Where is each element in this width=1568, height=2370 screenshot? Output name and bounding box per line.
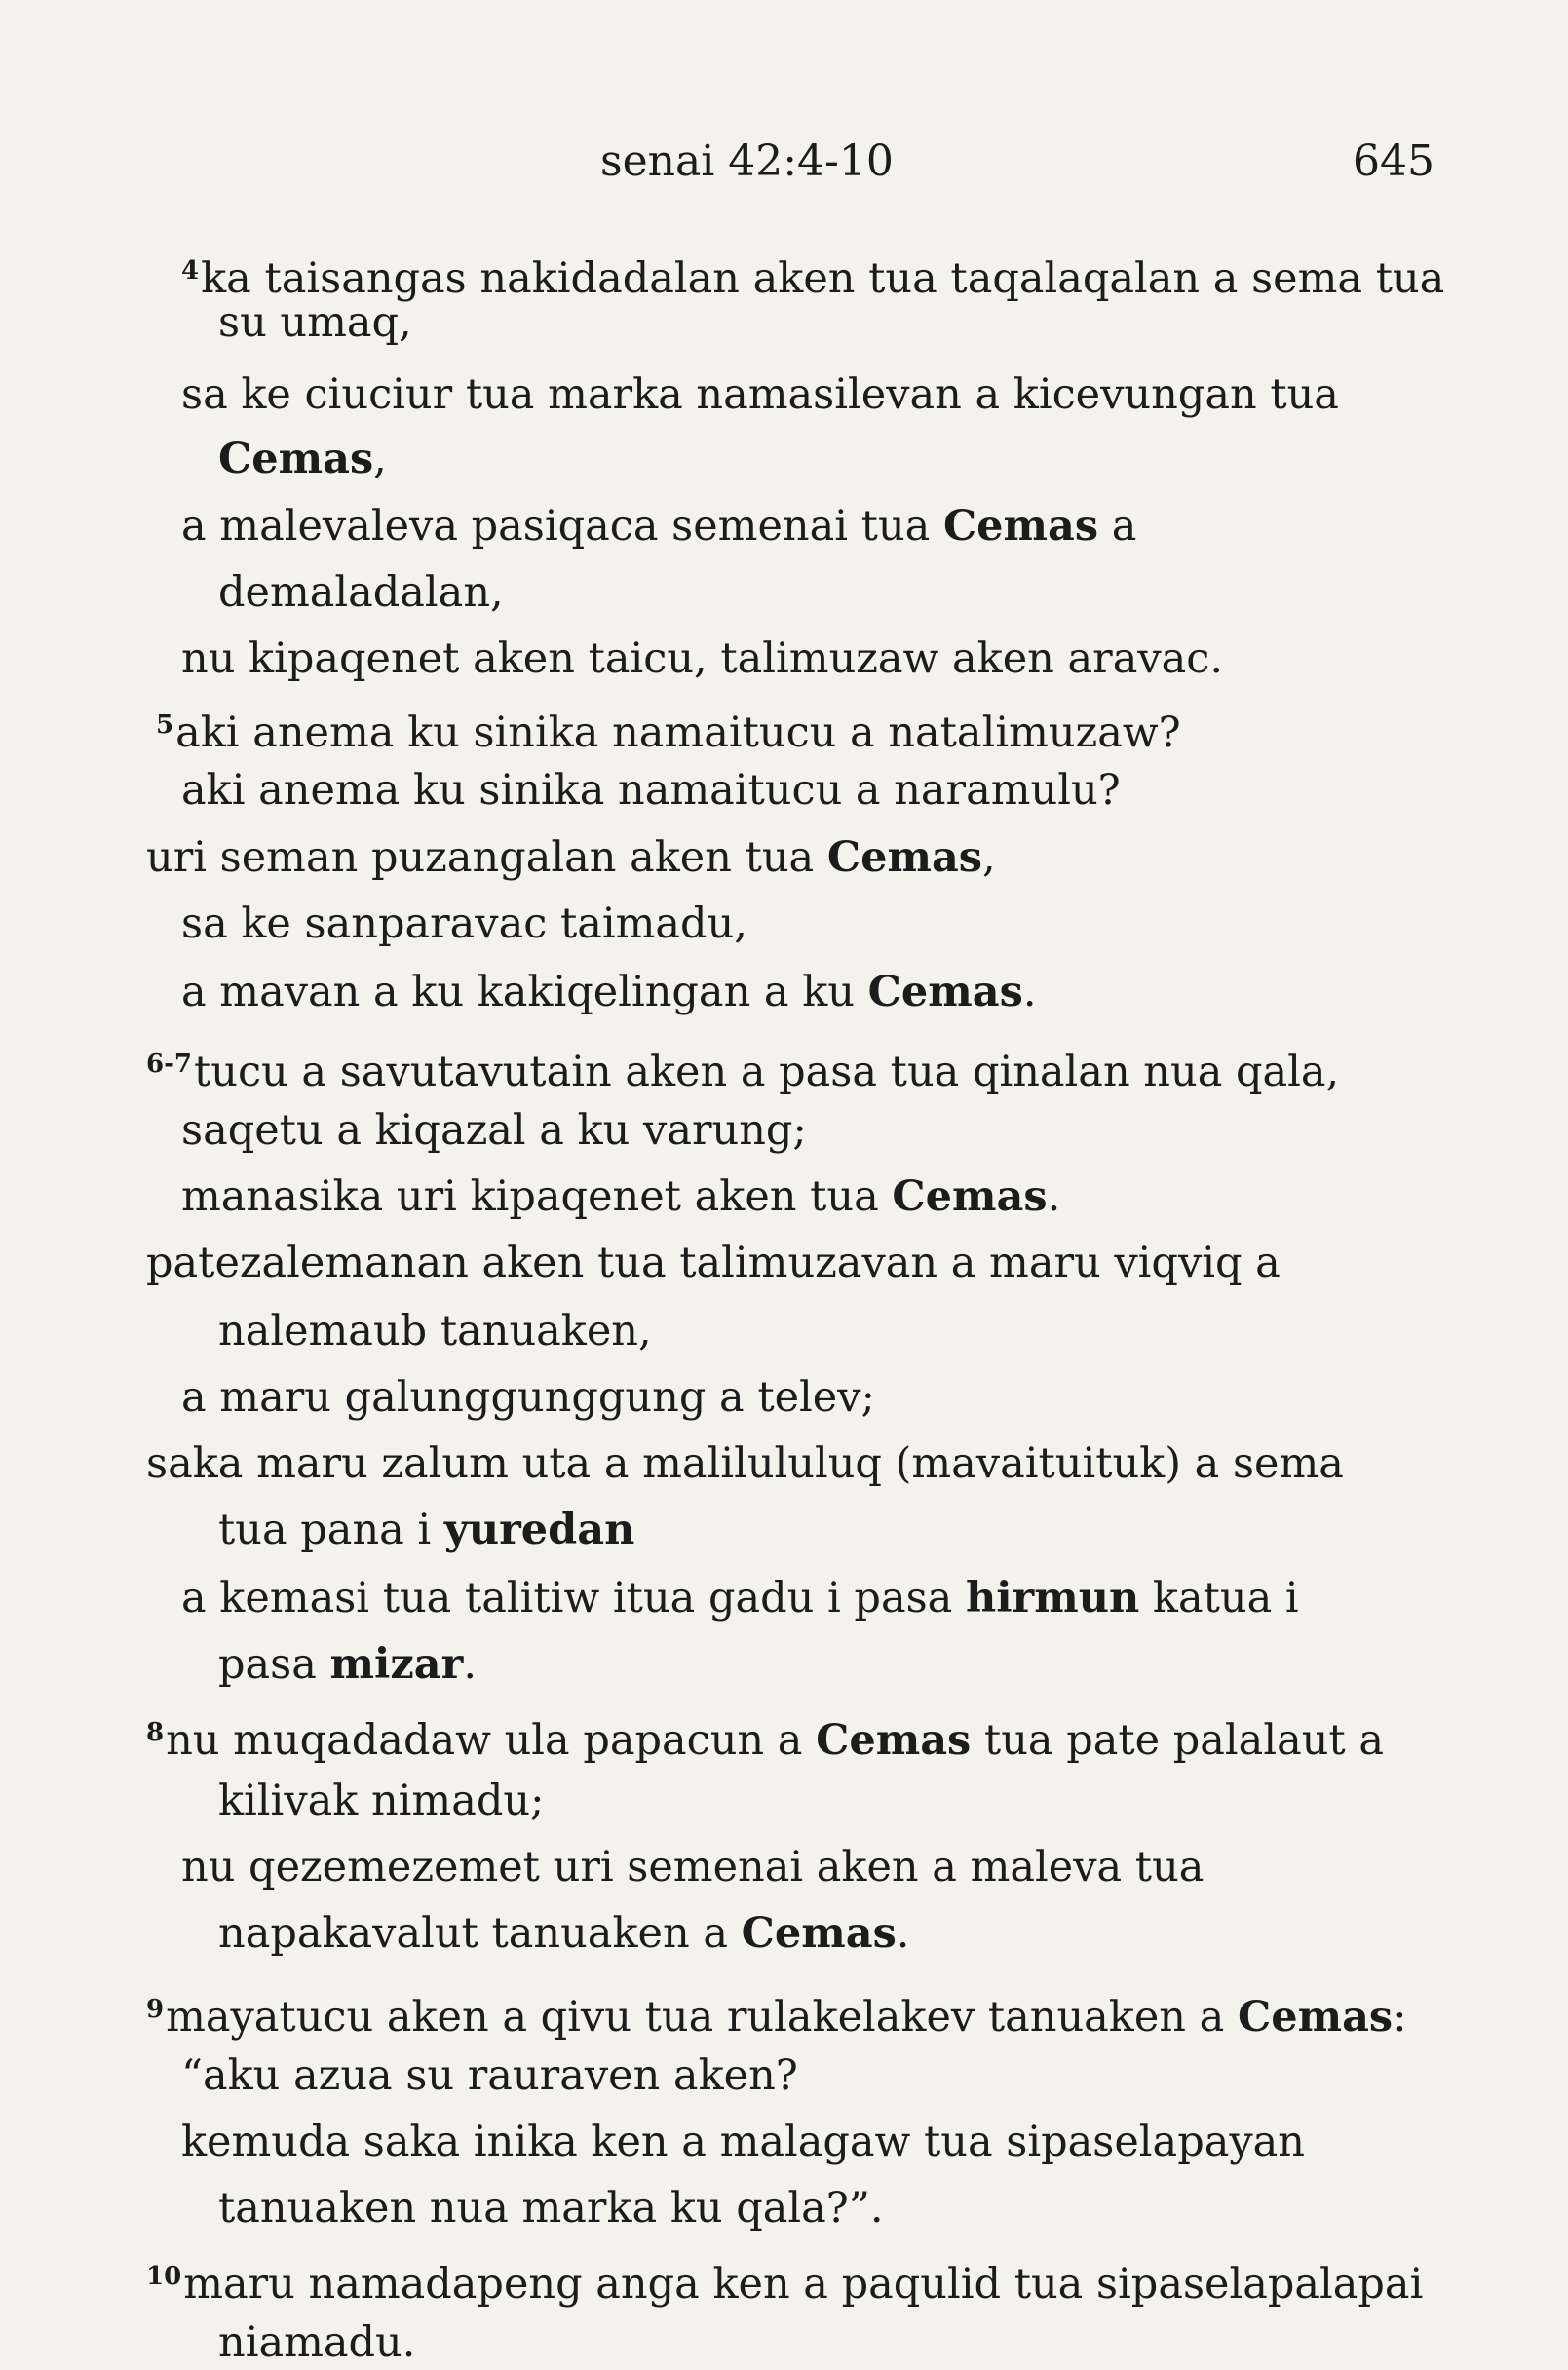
verse-text-segment: katua i — [1139, 1574, 1299, 1623]
text-line — [181, 763, 1121, 818]
verse-text-segment: pasa — [218, 1640, 330, 1689]
verse-text-segment: nalemaub tanuaken, — [218, 1307, 652, 1356]
verse-text-segment: manasika uri kipaqenet aken tua — [181, 1172, 893, 1221]
verse-text-segment: niamadu. — [218, 2318, 416, 2367]
verse-text-segment: nu muqadadaw ula papacun a — [166, 1716, 817, 1765]
verse-text-segment: aki anema ku sinika namaitucu a natalimuzaw? — [175, 708, 1181, 757]
text-line — [218, 1637, 477, 1692]
verse-text-segment: nu kipaqenet aken taicu, talimuzaw aken aravac. — [181, 634, 1224, 683]
verse-text-segment: . — [896, 1909, 910, 1958]
emphasized-term: hirmun — [965, 1574, 1140, 1623]
text-line — [146, 1705, 1384, 1768]
verse-text-segment: saka maru zalum uta a malilululuq (mavaituituk) a sema — [146, 1439, 1344, 1488]
text-line — [146, 2249, 1423, 2312]
text-line — [218, 565, 504, 620]
verse-text-segment: , — [982, 833, 996, 882]
text-line — [181, 2115, 1305, 2169]
emphasized-term: Cemas — [1237, 1993, 1394, 2042]
verse-number: 9 — [146, 1995, 165, 2024]
text-line — [146, 1436, 1344, 1491]
verse-text-segment: a malevaleva pasiqaca semenai tua — [181, 502, 943, 551]
verse-text-segment: a mavan a ku kakiqelingan a ku — [181, 968, 868, 1016]
verse-text-segment: tanuaken nua marka ku qala?”. — [218, 2184, 884, 2233]
text-line — [181, 1840, 1204, 1894]
text-line — [218, 295, 412, 350]
text-line — [181, 2048, 798, 2103]
text-line — [181, 897, 747, 951]
verse-number: 5 — [156, 710, 174, 740]
emphasized-term: Cemas — [218, 435, 374, 483]
text-line — [146, 830, 996, 885]
verse-text-segment: . — [1047, 1172, 1061, 1221]
emphasized-term: mizar — [329, 1640, 464, 1689]
emphasized-term: Cemas — [867, 968, 1023, 1016]
text-line — [181, 1370, 875, 1425]
verse-text-segment: . — [1022, 968, 1037, 1016]
text-line — [181, 367, 1339, 422]
verse-text-segment: a — [1098, 502, 1137, 551]
verse-text-segment: , — [373, 435, 387, 483]
text-line — [181, 1571, 1299, 1625]
verse-text-segment: . — [463, 1640, 477, 1689]
verse-number: 10 — [146, 2262, 182, 2291]
text-line — [181, 499, 1136, 554]
text-line — [181, 1103, 807, 1158]
verse-text-segment: tua pana i — [218, 1506, 444, 1554]
emphasized-term: Cemas — [741, 1909, 897, 1958]
emphasized-term: Cemas — [892, 1172, 1048, 1221]
verse-text-segment: kilivak nimadu; — [218, 1777, 545, 1825]
text-line — [218, 432, 387, 486]
verse-number: 4 — [181, 256, 200, 286]
verse-text-segment: kemuda saka inika ken a malagaw tua sipaselapayan — [181, 2118, 1305, 2166]
verse-number: 8 — [146, 1718, 165, 1747]
text-line — [218, 1503, 634, 1557]
verse-text-segment: maru namadapeng anga ken a paqulid tua sipaselapalapai — [183, 2260, 1424, 2309]
emphasized-term: Cemas — [942, 502, 1099, 551]
verse-text-segment: : — [1393, 1993, 1407, 2042]
text-line — [181, 631, 1223, 686]
verse-text-segment: sa ke sanparavac taimadu, — [181, 899, 747, 948]
page-number: 645 — [1353, 136, 1434, 186]
text-line — [218, 1774, 545, 1828]
verse-text-segment: nu qezemezemet uri semenai aken a maleva tua — [181, 1843, 1205, 1892]
verse-text-segment: a maru galunggunggung a telev; — [181, 1373, 876, 1422]
verse-text-segment: uri seman puzangalan aken tua — [146, 833, 827, 882]
verse-text-segment: mayatucu aken a qivu tua rulakelakev tanuaken a — [166, 1993, 1238, 2042]
verse-text-segment: patezalemanan aken tua talimuzavan a maru viqviq a — [146, 1239, 1281, 1287]
text-line — [146, 1037, 1339, 1099]
verse-text-segment: ka taisangas nakidadalan aken tua taqalaqalan a sema tua — [201, 254, 1445, 303]
emphasized-term: yuredan — [443, 1506, 635, 1554]
text-line — [146, 1982, 1407, 2045]
verse-text-segment: tua pate palalaut a — [971, 1716, 1384, 1765]
text-line — [156, 698, 1181, 760]
verse-text-segment: su umaq, — [218, 298, 412, 347]
verse-text-segment: saqetu a kiqazal a ku varung; — [181, 1106, 807, 1155]
emphasized-term: Cemas — [826, 833, 983, 882]
text-line — [218, 1304, 652, 1358]
verse-text-segment: demaladalan, — [218, 568, 504, 617]
text-line — [146, 1236, 1281, 1290]
text-line — [181, 965, 1036, 1019]
verse-text-segment: tucu a savutavutain aken a pasa tua qinalan nua qala, — [193, 1048, 1340, 1096]
verse-number: 6-7 — [146, 1050, 192, 1079]
text-line — [181, 1169, 1060, 1224]
verse-text-segment: a kemasi tua talitiw itua gadu i pasa — [181, 1574, 966, 1623]
emphasized-term: Cemas — [816, 1716, 972, 1765]
verse-text-segment: napakavalut tanuaken a — [218, 1909, 742, 1958]
running-header-title: senai 42:4-10 — [600, 136, 894, 186]
verse-text-segment: sa ke ciuciur tua marka namasilevan a kicevungan tua — [181, 370, 1339, 419]
verse-text-segment: “aku azua su rauraven aken? — [181, 2051, 798, 2100]
text-line — [218, 2315, 415, 2370]
text-line — [218, 2181, 884, 2236]
text-line — [218, 1906, 909, 1961]
page-header — [0, 136, 1568, 195]
verse-text-segment: aki anema ku sinika namaitucu a naramulu? — [181, 766, 1121, 815]
